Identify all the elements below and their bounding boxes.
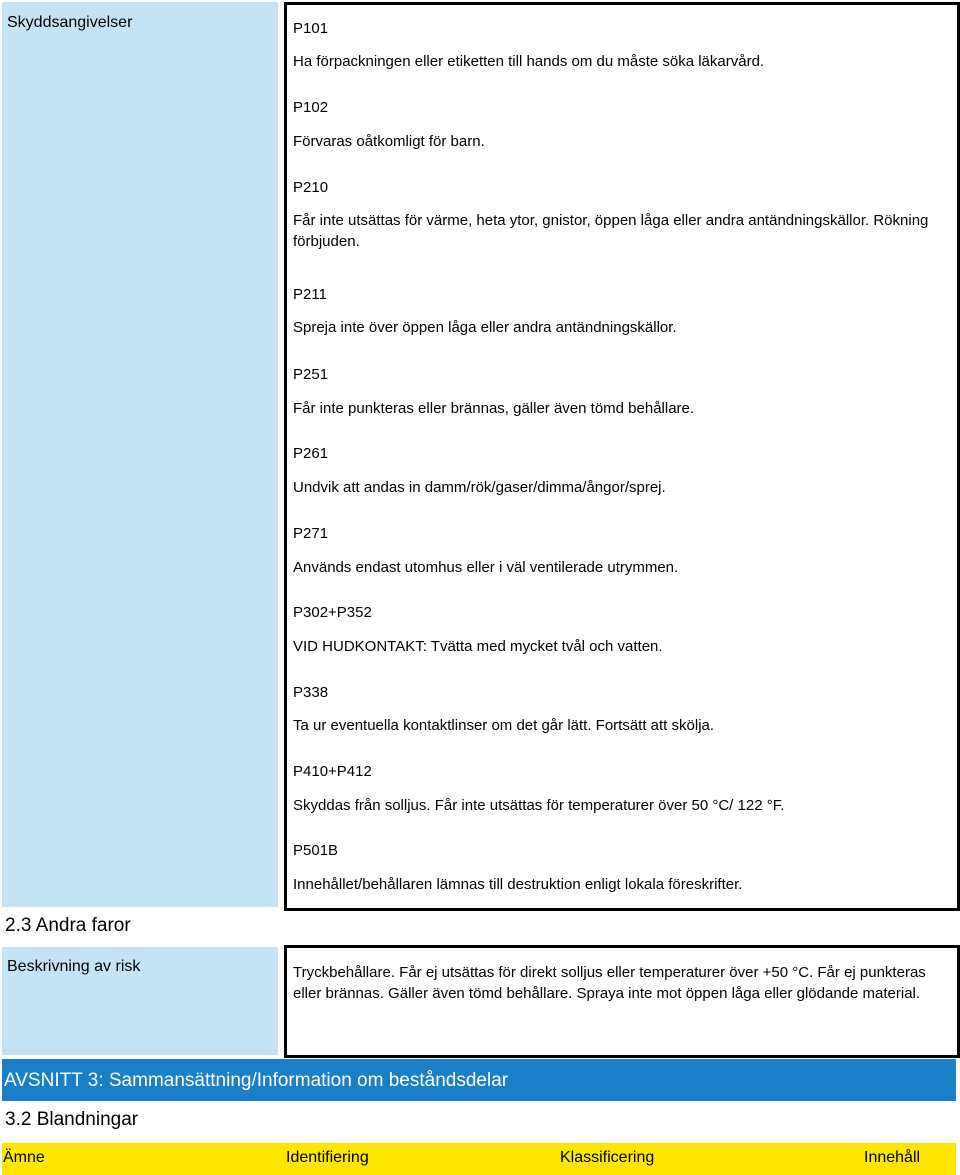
risk-label: Beskrivning av risk xyxy=(7,958,141,975)
statement-text: Förvaras oåtkomligt för barn. xyxy=(293,133,485,150)
statement-text: Får inte punkteras eller brännas, gäller även tömd behållare. xyxy=(293,400,695,417)
skydd-label: Skyddsangivelser xyxy=(7,14,133,31)
statement-text: Undvik att andas in damm/rök/gaser/dimma/ångor/sprej. xyxy=(293,479,666,496)
statement-code: P210 xyxy=(293,179,329,196)
avsnitt3-bar xyxy=(2,1059,956,1101)
statement-code: P251 xyxy=(293,366,329,383)
statement-text: Ta ur eventuella kontaktlinser om det går lätt. Fortsätt att skölja. xyxy=(293,717,715,734)
statement-code: P302+P352 xyxy=(293,604,372,621)
column-header-identifiering: Identifiering xyxy=(286,1149,369,1166)
statement-code: P211 xyxy=(293,286,327,303)
statement-text: Får inte utsättas för värme, heta ytor, gnistor, öppen låga eller andra antändningskällor. Rökning förbjuden. xyxy=(293,212,929,250)
statement-text: Innehållet/behållaren lämnas till destruktion enligt lokala föreskrifter. xyxy=(293,876,743,893)
risk-description: Tryckbehållare. Får ej utsättas för direkt solljus eller temperaturer över +50 °C. Får ej punkteras eller brännas. Gäller även tömd behållare. Spraya inte mot öppen låga eller glödande material. xyxy=(293,964,926,1002)
column-header-amne: Ämne xyxy=(3,1149,45,1166)
statement-code: P261 xyxy=(293,445,329,462)
statement-code: P501B xyxy=(293,842,339,859)
skydd-label-cell xyxy=(2,2,278,907)
blandningar-header-row xyxy=(2,1143,956,1175)
statement-code: P101 xyxy=(293,20,329,37)
statement-code: P338 xyxy=(293,684,329,701)
statement-text: Skyddas från solljus. Får inte utsättas för temperaturer över 50 °C/ 122 °F. xyxy=(293,797,785,814)
statement-text: Används endast utomhus eller i väl ventilerade utrymmen. xyxy=(293,559,679,576)
statement-text: Ha förpackningen eller etiketten till hands om du måste söka läkarvård. xyxy=(293,53,765,70)
andra-faror-heading: 2.3 Andra faror xyxy=(5,915,131,936)
blandningar-heading: 3.2 Blandningar xyxy=(5,1109,139,1130)
column-header-klassificering: Klassificering xyxy=(560,1149,655,1166)
avsnitt3-title: AVSNITT 3: Sammansättning/Information om beståndsdelar xyxy=(4,1070,509,1091)
statement-code: P410+P412 xyxy=(293,763,372,780)
column-header-innehall: Innehåll xyxy=(864,1149,921,1166)
statement-code: P271 xyxy=(293,525,329,542)
statement-code: P102 xyxy=(293,99,329,116)
statement-text: VID HUDKONTAKT: Tvätta med mycket tvål och vatten. xyxy=(293,638,663,655)
statement-text: Spreja inte över öppen låga eller andra antändningskällor. xyxy=(293,319,677,336)
risk-label-cell xyxy=(2,947,278,1055)
